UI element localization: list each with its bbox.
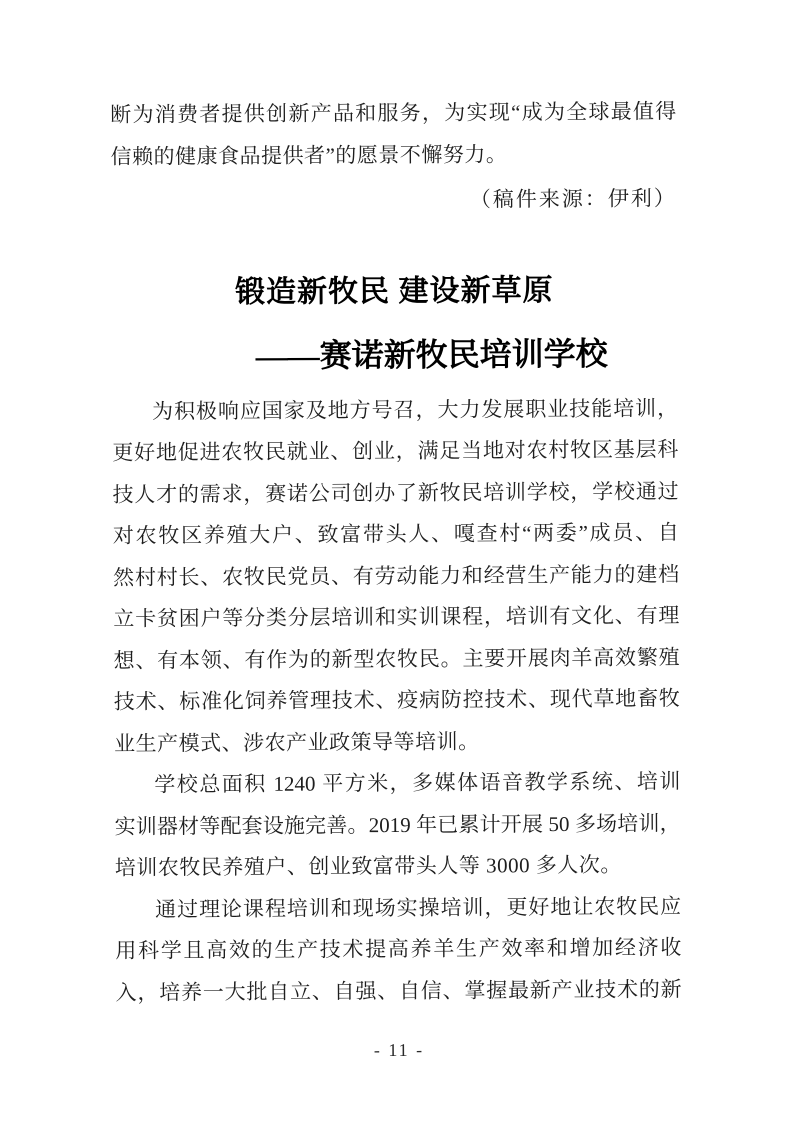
- text-line: 想、有本领、有作为的新型农牧民。主要开展肉羊高效繁殖: [113, 644, 680, 673]
- text-line: 更好地促进农牧民就业、创业，满足当地对农村牧区基层科: [112, 437, 679, 465]
- page-number: - 11 -: [373, 1039, 425, 1061]
- article-subtitle: ——赛诺新牧民培训学校: [255, 335, 608, 374]
- paragraph-1: [112, 388, 680, 765]
- paragraph-3: [115, 886, 682, 1014]
- text-line: 立卡贫困户等分类分层培训和实训课程，培训有文化、有理: [113, 603, 680, 631]
- text-line: 实训器材等配套设施完善。2019 年已累计开展 50 多场培训，: [114, 810, 681, 839]
- article-title: 锻造新牧民 建设新草原: [235, 273, 554, 309]
- continuation-paragraph: [110, 91, 676, 177]
- text-line: 对农牧区养殖大户、致富带头人、嘎查村“两委”成员、自: [112, 520, 679, 548]
- text-line: 通过理论课程培训和现场实操培训，更好地让农牧民应: [155, 893, 682, 921]
- text-line: 培训农牧民养殖户、创业致富带头人等 3000 多人次。: [114, 852, 622, 880]
- text-line: 然村村长、农牧民党员、有劳动能力和经营生产能力的建档: [113, 561, 680, 590]
- source-attribution: （稿件来源：伊利）: [469, 186, 677, 212]
- text-line: 技术、标准化饲养管理技术、疫病防控技术、现代草地畜牧: [113, 686, 680, 714]
- paragraph-2: [114, 761, 681, 889]
- text-line: 业生产模式、涉农产业政策导等培训。: [114, 728, 480, 756]
- text-line: 信赖的健康食品提供者”的愿景不懈努力。: [110, 141, 508, 169]
- text-line: 学校总面积 1240 平方米，多媒体语音教学系统、培训: [154, 769, 681, 797]
- text-line: 技人才的需求，赛诺公司创办了新牧民培训学校，学校通过: [112, 478, 679, 507]
- text-line: 为积极响应国家及地方号召，大力发展职业技能培训，: [152, 395, 679, 423]
- text-line: 断为消费者提供创新产品和服务，为实现“成为全球最值得: [110, 99, 677, 127]
- text-line: 入，培养一大批自立、自强、自信、掌握最新产业技术的新: [115, 976, 682, 1005]
- text-line: 用科学且高效的生产技术提高养羊生产效率和增加经济收: [115, 935, 682, 963]
